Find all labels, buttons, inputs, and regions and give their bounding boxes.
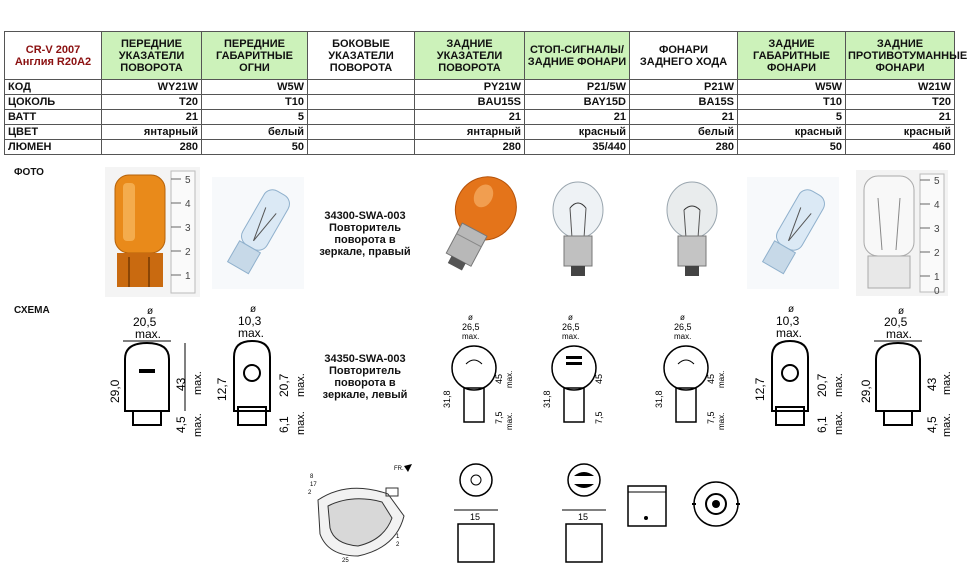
table-cell: 21 — [525, 110, 630, 125]
dim-h1: 29,0 — [108, 379, 122, 403]
dim-max: max. — [505, 412, 514, 430]
p21w-scheme — [652, 312, 732, 434]
dim-dia: ø — [468, 313, 473, 322]
scheme-section-label: СХЕМА — [14, 305, 50, 316]
table-cell: красный — [738, 125, 846, 140]
ruler-number: 3 — [185, 223, 191, 234]
ruler-number: 5 — [185, 175, 191, 186]
dim-width: 10,3 — [238, 314, 262, 328]
dim-h1: 12,7 — [753, 377, 767, 401]
table-row — [5, 80, 955, 95]
dim-h2: 45 — [494, 373, 504, 384]
table-row — [5, 140, 955, 155]
table-cell: BAU15S — [415, 95, 525, 110]
col-stop-tail: СТОП-СИГНАЛЫ/ЗАДНИЕ ФОНАРИ — [525, 32, 630, 80]
dim-h3: 4,5 — [925, 416, 939, 433]
dim-width: 10,3 — [776, 314, 800, 328]
table-cell: 35/440 — [525, 140, 630, 155]
mirror-part-diagram — [308, 460, 416, 566]
table-cell: 21 — [630, 110, 738, 125]
ruler-number: 4 — [934, 200, 940, 211]
p21-5w-bulb-photo — [548, 178, 608, 282]
ruler-number: 5 — [934, 176, 940, 187]
dim-h1: 31,8 — [542, 390, 552, 408]
p21-5w-scheme — [540, 312, 620, 434]
dim-max: max. — [717, 370, 726, 388]
dim-h3: 6,1 — [815, 416, 829, 433]
dim-max: max. — [717, 412, 726, 430]
dim-h2: 20,7 — [815, 373, 829, 397]
col-front-position: ПЕРЕДНИЕ ГАБАРИТНЫЕ ОГНИ — [202, 32, 308, 80]
table-cell: WY21W — [102, 80, 202, 95]
table-cell: 280 — [415, 140, 525, 155]
table-cell: PY21W — [415, 80, 525, 95]
dim-h1: 12,7 — [215, 377, 229, 401]
diagram-text: 17 — [310, 482, 317, 488]
photo-section-label: ФОТО — [14, 167, 44, 178]
ruler-number: 2 — [934, 248, 940, 259]
dim-dia: ø — [680, 313, 685, 322]
dim-max: max. — [941, 413, 953, 437]
table-cell: 50 — [202, 140, 308, 155]
dim-h2: 43 — [174, 377, 188, 391]
table-cell — [308, 140, 415, 155]
dim-max: max. — [562, 332, 580, 341]
dim-h2: 45 — [594, 373, 604, 384]
diagram-text: 25 — [342, 558, 349, 564]
col-reverse: ФОНАРИ ЗАДНЕГО ХОДА — [630, 32, 738, 80]
dim-dia: ø — [788, 304, 795, 315]
table-cell: W21W — [846, 80, 955, 95]
t20-scheme — [105, 303, 205, 438]
dim-max: max. — [192, 371, 204, 395]
table-cell: янтарный — [102, 125, 202, 140]
table-cell: BAY15D — [525, 95, 630, 110]
w5w-rear-bulb-photo — [747, 177, 839, 289]
table-row — [5, 125, 955, 140]
dim-max: max. — [295, 411, 307, 435]
table-cell: T10 — [202, 95, 308, 110]
ruler-number: 4 — [185, 199, 191, 210]
dim-width: 26,5 — [674, 322, 692, 332]
base-width: 15 — [470, 512, 481, 522]
dim-h2: 20,7 — [277, 373, 291, 397]
dim-h2: 45 — [706, 373, 716, 384]
dim-h2: 43 — [925, 377, 939, 391]
row-label: ЦОКОЛЬ — [5, 95, 102, 110]
dim-max: max. — [833, 373, 845, 397]
table-cell: 460 — [846, 140, 955, 155]
base-width: 15 — [578, 512, 589, 522]
table-cell — [308, 80, 415, 95]
dim-max: max. — [295, 373, 307, 397]
row-label: ЛЮМЕН — [5, 140, 102, 155]
col-rear-turn: ЗАДНИЕ УКАЗАТЕЛИ ПОВОРОТА — [415, 32, 525, 80]
w21w-bulb-photo — [856, 170, 948, 296]
left-mirror-note: 34350-SWA-003 Повторитель поворота в зеркале, левый — [322, 353, 408, 401]
table-cell — [308, 95, 415, 110]
table-cell — [308, 110, 415, 125]
table-cell: 280 — [630, 140, 738, 155]
table-cell: W5W — [202, 80, 308, 95]
dim-h3: 7,5 — [594, 411, 604, 424]
w5w-bulb-photo — [212, 177, 304, 289]
wy21w-bulb-photo — [105, 167, 200, 297]
model-cell: CR-V 2007 Англия R20A2 — [5, 32, 102, 80]
right-mirror-note: 34300-SWA-003 Повторитель поворота в зеркале, правый — [319, 210, 411, 258]
diagram-text: FR. — [394, 466, 404, 472]
table-row — [5, 95, 955, 110]
row-label: ВАТТ — [5, 110, 102, 125]
dim-h1: 31,8 — [442, 390, 452, 408]
dim-max: max. — [941, 371, 953, 395]
table-cell: 50 — [738, 140, 846, 155]
table-cell: W5W — [738, 80, 846, 95]
dim-width: 26,5 — [462, 322, 480, 332]
dim-width: 26,5 — [562, 322, 580, 332]
bay15d-base-diagram — [556, 462, 616, 566]
table-cell: P21/5W — [525, 80, 630, 95]
t10-scheme — [208, 301, 308, 436]
diagram-text: 8 — [310, 474, 314, 480]
dim-h3: 6,1 — [277, 416, 291, 433]
dim-max: max. — [833, 411, 845, 435]
table-cell: T10 — [738, 95, 846, 110]
t10-rear-scheme — [746, 301, 846, 436]
dim-dia: ø — [898, 306, 905, 317]
table-cell: 21 — [102, 110, 202, 125]
row-label: ЦВЕТ — [5, 125, 102, 140]
header-row — [5, 32, 955, 80]
table-cell: P21W — [630, 80, 738, 95]
col-rear-position: ЗАДНИЕ ГАБАРИТНЫЕ ФОНАРИ — [738, 32, 846, 80]
ruler-number: 1 — [185, 271, 191, 282]
ruler-number: 3 — [934, 224, 940, 235]
ruler-number: 1 — [934, 272, 940, 283]
diagram-text: 1 — [396, 534, 400, 540]
col-side-turn: БОКОВЫЕ УКАЗАТЕЛИ ПОВОРОТА — [308, 32, 415, 80]
dim-h1: 29,0 — [859, 379, 873, 403]
bulb-spec-table — [4, 31, 967, 155]
dim-h3: 4,5 — [174, 416, 188, 433]
dim-h3: 7,5 — [494, 411, 504, 424]
bau15s-base-diagram — [448, 462, 508, 566]
ba15-base-diagram — [622, 478, 752, 548]
dim-width: 20,5 — [133, 315, 157, 329]
ruler-number: 2 — [185, 247, 191, 258]
table-cell: белый — [630, 125, 738, 140]
table-cell: T20 — [102, 95, 202, 110]
table-cell — [308, 125, 415, 140]
table-cell: 280 — [102, 140, 202, 155]
dim-h1: 31,8 — [654, 390, 664, 408]
table-cell: янтарный — [415, 125, 525, 140]
row-label: КОД — [5, 80, 102, 95]
p21w-bulb-photo — [662, 178, 722, 282]
col-front-turn: ПЕРЕДНИЕ УКАЗАТЕЛИ ПОВОРОТА — [102, 32, 202, 80]
dim-max: max. — [462, 332, 480, 341]
dim-max: max. — [674, 332, 692, 341]
dim-max: max. — [192, 413, 204, 437]
table-cell: 5 — [738, 110, 846, 125]
table-cell: BA15S — [630, 95, 738, 110]
table-cell: T20 — [846, 95, 955, 110]
table-row — [5, 110, 955, 125]
dim-dia: ø — [147, 306, 154, 317]
table-cell: 5 — [202, 110, 308, 125]
py21w-scheme — [440, 312, 520, 434]
table-cell: 21 — [415, 110, 525, 125]
ruler-number: 0 — [934, 286, 940, 297]
dim-max: max. — [505, 370, 514, 388]
dim-max: max. — [886, 327, 913, 341]
dim-max: max. — [776, 326, 803, 340]
table-cell: белый — [202, 125, 308, 140]
table-cell: красный — [846, 125, 955, 140]
dim-dia: ø — [250, 304, 257, 315]
t20-rear-scheme — [856, 303, 956, 438]
diagram-text: 2 — [396, 542, 400, 548]
dim-h3: 7,5 — [706, 411, 716, 424]
dim-width: 20,5 — [884, 315, 908, 329]
table-cell: 21 — [846, 110, 955, 125]
col-rear-fog: ЗАДНИЕ ПРОТИВОТУМАННЫЕ ФОНАРИ — [846, 32, 955, 80]
table-cell: красный — [525, 125, 630, 140]
diagram-text: 2 — [308, 490, 312, 496]
dim-max: max. — [238, 326, 265, 340]
dim-dia: ø — [568, 313, 573, 322]
dim-max: max. — [135, 327, 162, 341]
py21w-bulb-photo — [428, 172, 523, 282]
